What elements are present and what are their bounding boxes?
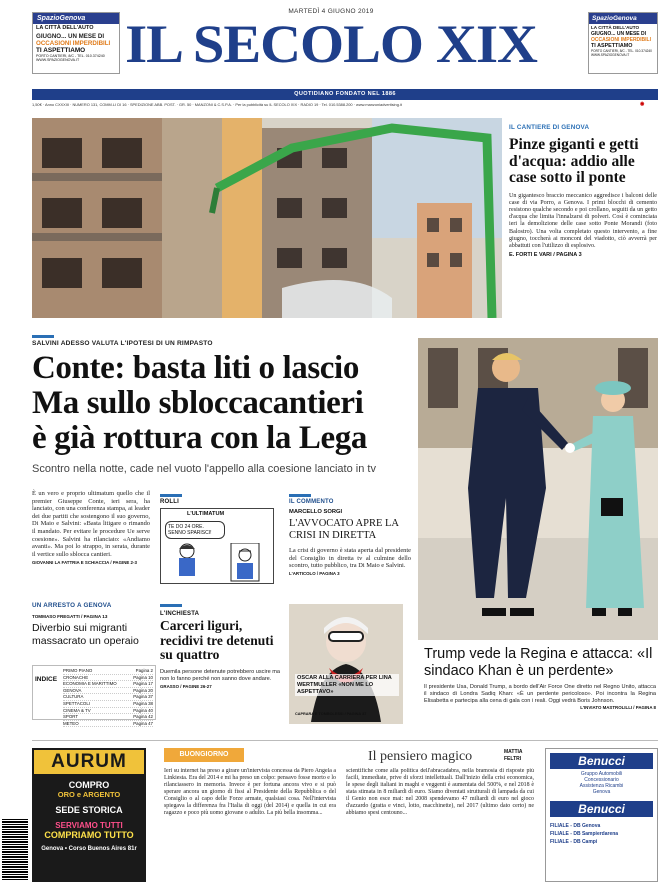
inchiesta-kicker: L'INCHIESTA bbox=[160, 611, 200, 617]
top-story-kicker: IL CANTIERE DI GENOVA bbox=[509, 124, 590, 131]
commento-byline: L'ARTICOLO / PAGINA 3 bbox=[289, 570, 340, 576]
buongiorno-col: Ieri su internet ha preso a girare un'intervista concessa da Piero Angela a Linkiesta. Era del 2014 e mi ha preso un colpo: pensavo fosse morto e lo rilanciassero in memoria. Invece è per fortuna ancora vivo e si può sperare ancora un giorno di fissi al Presidente della Repubblica o del Consiglio o al capo delle Forze armate, qualsiasi cosa. Nell'intervista spiegava la differenza fra l'Italia di oggi (del 2014) e quella in cui era ragazzo e poco più uomo giovane o adulto. La più bella insomma... bbox=[164, 768, 336, 816]
main-story-byline: GIOVANNI LA FATTRIA E SCHIACCIA / PAGINE 2-3 bbox=[32, 560, 137, 566]
main-headline-line[interactable]: è già rottura con la Lega bbox=[32, 420, 367, 456]
indice-page: Pagina 20 bbox=[133, 687, 153, 693]
main-subhead: Scontro nella notte, cade nel vuoto l'appello alla coesione lanciato in tv bbox=[32, 463, 376, 475]
aurum-brand: AURUM bbox=[34, 750, 144, 774]
benucci-line: FILIALE - DB Sampierdarena bbox=[550, 831, 619, 837]
benucci-line: FILIALE - DB Genova bbox=[550, 823, 601, 829]
benucci-line: FILIALE - DB Campi bbox=[550, 839, 598, 845]
arresto-kicker: UN ARRESTO A GENOVA bbox=[32, 602, 112, 609]
arresto-headline[interactable]: Diverbio sui migranti massacrato un operaio bbox=[32, 622, 139, 647]
indice-name: CRONACHE bbox=[63, 674, 89, 680]
ear-ad-line: GIUGNO... UN MESE DI bbox=[36, 32, 105, 40]
buongiorno-title[interactable]: Il pensiero magico bbox=[368, 749, 473, 764]
commento-author: MARCELLO SORGI bbox=[289, 509, 343, 515]
accent-rule bbox=[160, 494, 182, 497]
inchiesta-headline[interactable]: Carceri liguri, recidivi tre detenuti su quattro bbox=[160, 618, 274, 662]
indice-row[interactable] bbox=[63, 688, 153, 695]
indice-list bbox=[63, 668, 153, 727]
ear-ad-line: LA CITTÀ DELL'AUTO bbox=[591, 25, 640, 30]
indice-name: SPORT bbox=[63, 714, 79, 720]
indice-row[interactable] bbox=[63, 721, 153, 728]
top-story bbox=[509, 124, 657, 320]
ear-ad-brand: SpazioGenova bbox=[589, 13, 657, 24]
arresto-block bbox=[32, 602, 158, 648]
demolition-photo[interactable] bbox=[32, 118, 502, 318]
ear-ad-line: TI ASPETTIAMO bbox=[591, 43, 633, 49]
cartoon-image[interactable] bbox=[160, 508, 274, 584]
benucci-brand: Benucci bbox=[550, 753, 653, 769]
trump-body: Il presidente Usa, Donald Trump, a bordo dell'Air Force One diretto nel Regno Unito, attacca il sindaco di Londra Sadiq Khan: «È un perdente pericoloso». Poi incontra la Regina Elisabetta e partecipa alla cena di gala con i reali. Oggi vedrà Boris Johnson. bbox=[424, 684, 656, 704]
buongiorno-author: FELTRI bbox=[504, 756, 522, 762]
ear-ad-right[interactable] bbox=[588, 12, 658, 74]
indice-page: Pagina 17 bbox=[133, 681, 153, 687]
indice-page: Pagina 38 bbox=[133, 700, 153, 706]
inchiesta-byline: GRASSO / PAGINE 26-27 bbox=[160, 683, 212, 689]
indice-page: Pagina 42 bbox=[133, 714, 153, 720]
indice-page: Pagina 47 bbox=[133, 720, 153, 726]
indice-row[interactable] bbox=[63, 694, 153, 701]
trump-queen-photo[interactable] bbox=[418, 338, 658, 640]
main-story-body-col bbox=[32, 490, 150, 565]
indice-row[interactable] bbox=[63, 668, 153, 675]
wertmuller-caption: OSCAR ALLA CARRIERA PER LINA WERTMULLER «NON ME LO ASPETTAVO» bbox=[295, 674, 399, 696]
commento-kicker: IL COMMENTO bbox=[289, 499, 334, 505]
info-line: 1,50€ · Anno CXXXIII · NUMERO 131, COMM.LI DI 16 · SPEDIZIONE ABB. POST. · GR. 50 · MANZONI & C.S.P.A. · Per la pubblicità su IL SECOLO XIX · RADIO 19 · Tel. 010.5388.200 · www.manzoniadvertising.it bbox=[32, 102, 402, 107]
demolition-illustration bbox=[32, 118, 502, 318]
ear-ad-line: OCCASIONI IMPERDIBILI bbox=[591, 37, 652, 43]
buongiorno-col: scientifiche come alla politica dell'abracadabra, nella bramosia di risposte più facili, immediate, prive di sforzi intellettuali. Dall'inizio della crisi economica, le spese degli italiani in maghi e veggenti è aumentata del 500%, e nel 2018 è stata stimata in 8 miliardi di euro. Siamo diventati strutturali di lampada da cui il Genio non esce mai: nel 2008 spendevamo 47 miliardi di euro nel gioco d'azzardo (gratta e vinci, lotto, macchinette), nel 2017 (ultimo dato certo) ne abbiamo spesi centouno... bbox=[346, 768, 534, 816]
ear-ad-line: PORTO CANTIERI, 8/C - TEL. 010.374240 bbox=[591, 49, 652, 53]
masthead-title: IL SECOLO XIX bbox=[125, 14, 537, 74]
ear-ad-brand: SpazioGenova bbox=[33, 13, 119, 24]
indice-name: CULTURA bbox=[63, 694, 84, 700]
arresto-author: TOMMASO FREGATTI / PAGINA 13 bbox=[32, 614, 108, 619]
ear-ad-line: LA CITTÀ DELL'AUTO bbox=[36, 25, 94, 31]
ear-ad-line: GIUGNO... UN MESE DI bbox=[591, 31, 647, 37]
top-story-headline[interactable]: Pinze giganti e getti d'acqua: addio alle case sotto il ponte bbox=[509, 136, 639, 186]
ear-ad-line: OCCASIONI IMPERDIBILI bbox=[36, 39, 111, 47]
indice-name: GENOVA bbox=[63, 687, 82, 693]
benucci-sub: Concessionario bbox=[584, 777, 619, 783]
aurum-line: COMPRO bbox=[68, 780, 110, 790]
indice-name: CINEMA & TV bbox=[63, 707, 91, 713]
cartoon-block bbox=[160, 494, 278, 596]
ear-ad-line: PORTO CANTIERI, 8/C - TEL. 010.374240 bbox=[36, 53, 105, 58]
commento-block bbox=[289, 494, 411, 576]
wertmuller-byline: CAPRARA E TOMBOLESSI / PAGINA 37 bbox=[295, 712, 367, 716]
inchiesta-body: Duemila persone detenute potrebbero uscire ma non lo fanno perché non sanno dove andare. bbox=[160, 668, 281, 682]
ad-aurum[interactable] bbox=[32, 748, 146, 882]
aurum-line: ORO e ARGENTO bbox=[57, 790, 121, 799]
indice-box bbox=[32, 665, 156, 726]
wertmuller-illustration bbox=[289, 604, 403, 724]
ear-ad-line: WWW.SPAZIOGENOVA.IT bbox=[591, 53, 630, 57]
indice-row[interactable] bbox=[63, 701, 153, 708]
cartoon-bubble: TE DO 24 ORE. SENNO SPARISCI! bbox=[165, 521, 225, 539]
wertmuller-photo[interactable] bbox=[289, 604, 403, 724]
indice-row[interactable] bbox=[63, 714, 153, 721]
benucci-sub: Assistenza Ricambi bbox=[579, 783, 624, 789]
bottom-divider bbox=[32, 740, 658, 741]
ear-ad-left[interactable] bbox=[32, 12, 120, 74]
indice-page: Pagina 10 bbox=[133, 674, 153, 680]
ear-ad-line: TI ASPETTIAMO bbox=[36, 46, 86, 54]
cnn-logo: ◉ bbox=[640, 101, 645, 107]
trump-story bbox=[424, 646, 656, 710]
cartoon-caption: L'ULTIMATUM bbox=[187, 511, 225, 517]
indice-label: INDICE bbox=[35, 676, 58, 683]
barcode bbox=[2, 818, 28, 880]
top-story-body: Un gigantesco braccio meccanico aggredisce i balconi delle case di via Porro, a Genova. I primi blocchi di cemento resistono qualche secondo e poi crollano, seguiti da un getto d'acqua che limita l'innalzarsi di polveri. Così è cominciata ieri la demolizione delle case sotto Ponte Morandi (foto Balostro). Una volta completato questo intervento, a fine giugno, toccherà ai monconi del viadotto, ciò avverrà per abbattuti con l'utilizzo di esplosivo. bbox=[509, 192, 657, 249]
trump-headline[interactable]: Trump vede la Regina e attacca: «Il sindaco Khan è un perdente» bbox=[424, 646, 653, 679]
commento-headline[interactable]: L'AVVOCATO APRE LA CRISI IN DIRETTA bbox=[289, 518, 399, 541]
indice-row[interactable] bbox=[63, 708, 153, 715]
cartoon-figures bbox=[171, 543, 271, 583]
buongiorno-block bbox=[160, 748, 538, 882]
indice-row[interactable] bbox=[63, 681, 153, 688]
indice-name: SPETTACOLI bbox=[63, 700, 90, 706]
main-story-body: È un vero e proprio ultimatum quello che il premier Giuseppe Conte, ieri sera, ha lanciato, con una conferenza stampa, ai leader dei due partiti che sostengono il suo governo, Di Maio e Salvini: «Basta litigare o rimando il mandato. Per evitare le procedure Ue serve coesione». Salvini ha rilanciato: «Andiamo avanti». Ma poi lo strappo, in serata, durante il vertice sullo sblocca cantieri. bbox=[32, 490, 150, 558]
buongiorno-author: MATTIA bbox=[504, 749, 523, 755]
aurum-line: SEDE STORICA bbox=[55, 805, 123, 815]
accent-rule bbox=[289, 494, 311, 497]
indice-page: Pagina 2 bbox=[135, 668, 153, 673]
masthead bbox=[0, 0, 662, 115]
indice-page: Pagina 40 bbox=[133, 707, 153, 713]
aurum-line: COMPRIAMO TUTTO bbox=[44, 830, 134, 840]
main-story bbox=[32, 335, 414, 476]
main-story-kicker: SALVINI ADESSO VALUTA L'IPOTESI DI UN RIMPASTO bbox=[32, 340, 213, 347]
commento-body: La crisi di governo è stata aperta dal presidente del Consiglio in diretta tv al culmine dello scontro, tutto pubblico, tra Di Maio e Salvini. bbox=[289, 547, 411, 570]
issue-date: MARTEDÌ 4 GIUGNO 2019 bbox=[288, 8, 374, 15]
top-story-byline: E. FORTI E VARI / PAGINA 3 bbox=[509, 252, 582, 259]
indice-name: METEO bbox=[63, 720, 79, 726]
accent-rule bbox=[160, 604, 182, 607]
benucci-sub: Gruppo Automobili bbox=[580, 771, 623, 777]
trump-queen-illustration bbox=[418, 338, 658, 640]
founded-bar: QUOTIDIANO FONDATO NEL 1886 bbox=[32, 89, 658, 100]
buongiorno-kicker: BUONGIORNO bbox=[164, 748, 244, 762]
indice-name: PRIMO PIANO bbox=[63, 668, 93, 673]
indice-row[interactable] bbox=[63, 675, 153, 682]
ad-benucci[interactable] bbox=[545, 748, 658, 882]
ear-ad-line: WWW.SPAZIOGENOVA.IT bbox=[36, 57, 80, 62]
main-headline-line[interactable]: Ma sullo sbloccacantieri bbox=[32, 385, 364, 421]
aurum-line: SERVIAMO TUTTI bbox=[55, 821, 123, 830]
aurum-line: Genova • Corso Buenos Aires 81r bbox=[41, 846, 137, 852]
benucci-brand: Benucci bbox=[550, 801, 653, 817]
cartoon-kicker: ROLLI bbox=[160, 499, 179, 505]
trump-byline: L'INVIATO MASTROLILLI / PAGINA 8 bbox=[580, 705, 656, 710]
inchiesta-block bbox=[160, 604, 282, 689]
indice-name: ECONOMIA E MARITTIMO bbox=[63, 681, 117, 687]
main-headline-line[interactable]: Conte: basta liti o lascio bbox=[32, 350, 359, 386]
benucci-sub: Genova bbox=[592, 789, 611, 795]
accent-rule bbox=[32, 335, 54, 338]
indice-page: Pagina 37 bbox=[133, 694, 153, 700]
